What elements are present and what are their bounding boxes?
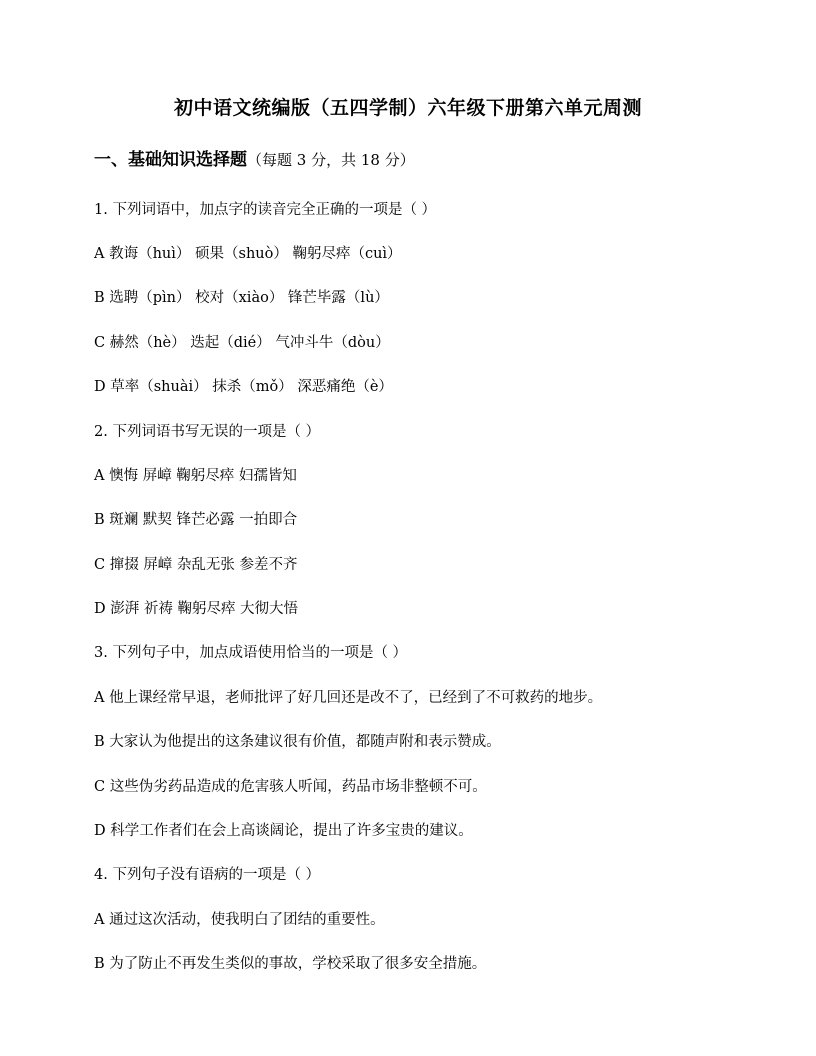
document-title: 初中语文统编版（五四学制）六年级下册第六单元周测 xyxy=(173,97,642,119)
section-heading-note: （每题 3 分，共 18 分） xyxy=(247,151,415,169)
question-4-option-b: B 为了防止不再发生类似的事故，学校采取了很多安全措施。 xyxy=(94,956,487,972)
question-3-option-a: A 他上课经常早退，老师批评了好几回还是改不了，已经到了不可救药的地步。 xyxy=(94,690,603,706)
question-1-option-d: D 草率（shuài） 抹杀（mǒ） 深恶痛绝（è） xyxy=(94,379,393,395)
section-heading xyxy=(94,148,415,172)
question-4-stem: 4. 下列句子没有语病的一项是（ ） xyxy=(94,867,321,883)
question-1-stem: 1. 下列词语中，加点字的读音完全正确的一项是（ ） xyxy=(94,202,437,218)
question-2-stem: 2. 下列词语书写无误的一项是（ ） xyxy=(94,424,321,440)
question-3-stem: 3. 下列句子中，加点成语使用恰当的一项是（ ） xyxy=(94,645,408,661)
question-1-option-a: A 教诲（huì） 硕果（shuò） 鞠躬尽瘁（cuì） xyxy=(94,246,402,262)
question-3-option-b: B 大家认为他提出的这条建议很有价值，都随声附和表示赞成。 xyxy=(94,734,501,750)
question-2-option-c: C 撺掇 屏嶂 杂乱无张 参差不齐 xyxy=(94,557,298,573)
question-2-option-a: A 懊悔 屏嶂 鞠躬尽瘁 妇孺皆知 xyxy=(94,468,297,484)
question-1-option-c: C 赫然（hè） 迭起（dié） 气冲斗牛（dòu） xyxy=(94,335,390,351)
question-1-option-b: B 选聘（pìn） 校对（xiào） 锋芒毕露（lù） xyxy=(94,290,389,306)
question-3-option-d: D 科学工作者们在会上高谈阔论，提出了许多宝贵的建议。 xyxy=(94,823,473,839)
question-2-option-b: B 斑斓 默契 锋芒必露 一拍即合 xyxy=(94,512,298,528)
question-3-option-c: C 这些伪劣药品造成的危害骇人听闻，药品市场非整顿不可。 xyxy=(94,779,487,795)
section-heading-label: 一、基础知识选择题 xyxy=(94,150,247,170)
question-2-option-d: D 澎湃 祈祷 鞠躬尽瘁 大彻大悟 xyxy=(94,601,299,617)
question-4-option-a: A 通过这次活动，使我明白了团结的重要性。 xyxy=(94,912,385,928)
